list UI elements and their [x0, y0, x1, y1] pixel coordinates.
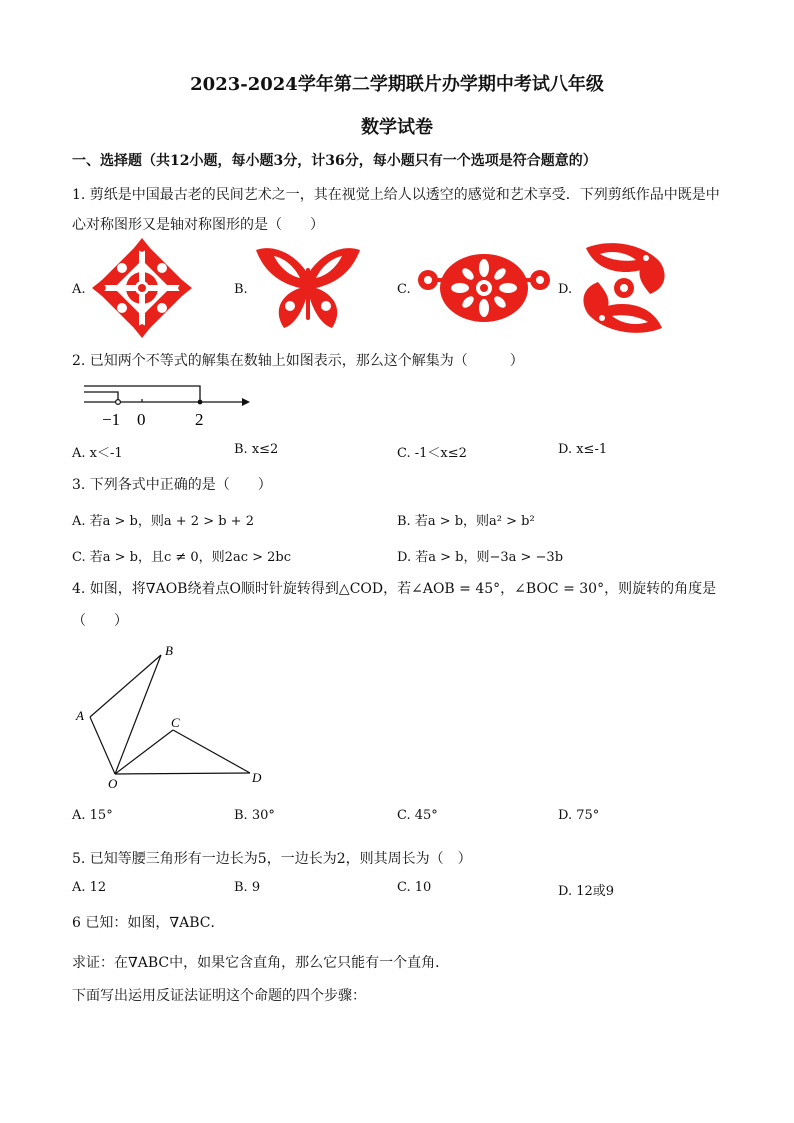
q1-stem-line2: 心对称图形又是轴对称图形的是（ ）	[72, 217, 324, 233]
segment-ab	[90, 655, 161, 717]
q5-option-a: A. 12	[72, 880, 107, 895]
segment-od	[115, 773, 250, 774]
q2-stem: 2. 已知两个不等式的解集在数轴上如图表示，那么这个解集为（ ）	[72, 353, 524, 369]
q3-option-d: D. 若a > b，则−3a > −3b	[397, 550, 564, 565]
papercut-c-image	[416, 250, 552, 326]
q3-option-b: B. 若a > b，则a² > b²	[397, 514, 535, 529]
axis-label-neg1: −1	[102, 410, 121, 429]
q2-option-b: B. x≤2	[234, 442, 279, 457]
q2-option-a: A. x＜-1	[72, 446, 123, 461]
number-line-arrow	[242, 398, 250, 406]
q3-stem: 3. 下列各式中正确的是（ ）	[72, 477, 272, 493]
q1-option-a-label: A.	[72, 282, 86, 297]
q4-stem-line1: 4. 如图，将∇AOB绕着点O顺时针旋转得到△COD，若∠AOB = 45°，∠BOC = 30°，则旋转的角度是	[72, 581, 717, 597]
q5-option-d: D. 12或9	[558, 884, 615, 899]
papercut-d-image	[580, 238, 668, 338]
segment-cd	[173, 730, 250, 773]
q5-option-b: B. 9	[234, 880, 261, 895]
q1-option-b-label: B.	[234, 282, 248, 297]
q4-stem-line2: （ ）	[72, 613, 128, 629]
q5-option-c: C. 10	[397, 880, 432, 895]
q6-stem: 6 已知：如图，∇ABC．	[72, 915, 225, 931]
segment-ao	[90, 717, 115, 774]
q3-option-c: C. 若a > b，且c ≠ 0，则2ac > 2bc	[72, 550, 292, 565]
point-label-a: A	[76, 708, 84, 723]
q4-option-c: C. 45°	[397, 808, 438, 823]
q4-option-d: D. 75°	[558, 808, 600, 823]
axis-label-2: 2	[195, 410, 204, 429]
axis-label-0: 0	[137, 410, 146, 429]
q2-number-line	[84, 380, 250, 430]
q1-option-c-label: C.	[397, 282, 411, 297]
q1-stem-line1: 1. 剪纸是中国最古老的民间艺术之一，其在视觉上给人以透空的感觉和艺术享受．下列剪纸作品中既是中	[72, 187, 720, 203]
q2-option-c: C. -1＜x≤2	[397, 446, 467, 461]
q4-option-b: B. 30°	[234, 808, 275, 823]
q1-option-d-label: D.	[558, 282, 573, 297]
q4-rotation-figure	[70, 640, 270, 795]
q6-proof-intro: 下面写出运用反证法证明这个命题的四个步骤：	[72, 988, 366, 1004]
open-point-neg1	[116, 400, 121, 405]
point-label-c: C	[171, 715, 180, 730]
point-label-d: D	[252, 770, 262, 785]
q5-stem: 5. 已知等腰三角形有一边长为5，一边长为2，则其周长为（ ）	[72, 851, 472, 867]
section-heading: 一、选择题（共12小题，每小题3分，计36分，每小题只有一个选项是符合题意的）	[72, 153, 597, 169]
q4-option-a: A. 15°	[72, 808, 113, 823]
point-label-b: B	[165, 643, 173, 658]
q6-proof-claim: 求证：在∇ABC中，如果它含直角，那么它只能有一个直角．	[72, 955, 450, 971]
closed-point-2	[198, 400, 203, 405]
q2-option-d: D. x≤-1	[558, 442, 608, 457]
exam-subtitle: 数学试卷	[361, 117, 433, 138]
papercut-a-image	[92, 238, 192, 338]
papercut-b-image	[254, 244, 362, 332]
exam-title: 2023-2024学年第二学期联片办学期中考试八年级	[190, 74, 604, 95]
point-label-o: O	[108, 776, 118, 791]
solution-ray-lower	[84, 392, 118, 400]
q3-option-a: A. 若a > b，则a + 2 > b + 2	[72, 514, 254, 529]
